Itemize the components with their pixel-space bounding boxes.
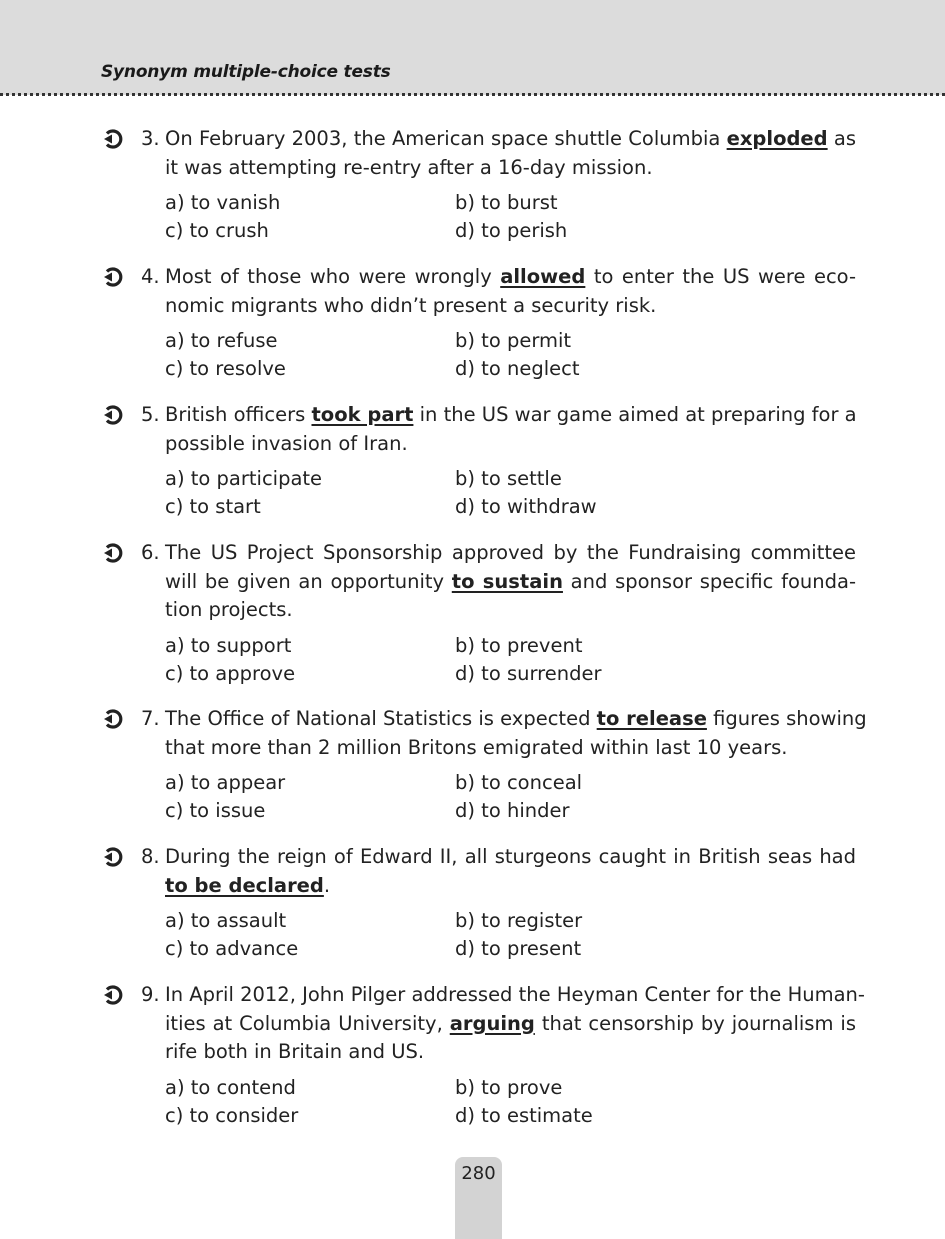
circular-arrow-icon bbox=[103, 128, 125, 150]
option-d: d) to hinder bbox=[455, 799, 570, 822]
keyword: to release bbox=[596, 707, 707, 730]
stem-line: that more than 2 million Britons emigrated within last 10 years. bbox=[165, 735, 788, 759]
stem-line: The Office of National Statistics is expected to release figures showing bbox=[165, 707, 867, 730]
stem-line: British officers took part in the US war game aimed at preparing for a bbox=[165, 403, 857, 426]
question-stem bbox=[165, 401, 856, 458]
option-d: d) to perish bbox=[455, 219, 568, 242]
stem-line: rife both in Britain and US. bbox=[165, 1040, 425, 1063]
option-c: c) to issue bbox=[165, 799, 266, 822]
stem-line: Most of those who were wrongly allowed to enter the US were eco- bbox=[165, 265, 856, 288]
page-header bbox=[0, 0, 945, 95]
keyword: to be declared bbox=[165, 873, 324, 897]
option-a: a) to refuse bbox=[165, 329, 278, 352]
stem-line: ities at Columbia University, arguing that censorship by journalism is bbox=[165, 1011, 857, 1035]
circular-arrow-icon bbox=[103, 404, 125, 426]
question-stem bbox=[165, 981, 865, 1067]
stem-line: will be given an opportunity to sustain and sponsor specific founda- bbox=[165, 569, 857, 593]
circular-arrow-icon bbox=[103, 984, 125, 1006]
circular-arrow-icon bbox=[103, 846, 125, 868]
option-a: a) to assault bbox=[165, 909, 287, 932]
question-stem bbox=[165, 263, 856, 320]
question-stem bbox=[165, 843, 856, 900]
option-c: c) to consider bbox=[165, 1103, 299, 1127]
stem-line: The US Project Sponsorship approved by the Fundraising committee bbox=[165, 541, 856, 564]
option-c: c) to approve bbox=[165, 661, 296, 685]
question-stem bbox=[165, 125, 856, 182]
option-c: c) to resolve bbox=[165, 357, 286, 380]
section-title: Synonym multiple-choice tests bbox=[101, 62, 391, 82]
keyword: arguing bbox=[449, 1011, 535, 1035]
option-a: a) to contend bbox=[165, 1075, 296, 1099]
option-a: a) to vanish bbox=[165, 191, 281, 214]
option-c: c) to advance bbox=[165, 937, 299, 960]
option-d: d) to neglect bbox=[455, 357, 580, 380]
stem-line: to be declared. bbox=[165, 873, 331, 897]
question-number: 6. bbox=[141, 541, 160, 564]
stem-line: it was attempting re-entry after a 16-day mission. bbox=[165, 155, 653, 179]
keyword: exploded bbox=[726, 127, 828, 150]
option-b: b) to conceal bbox=[455, 771, 583, 794]
option-a: a) to appear bbox=[165, 771, 286, 794]
question-number: 7. bbox=[141, 707, 160, 730]
keyword: allowed bbox=[500, 265, 586, 288]
stem-line: During the reign of Edward II, all sturgeons caught in British seas had bbox=[165, 845, 856, 868]
stem-line: possible invasion of Iran. bbox=[165, 431, 408, 455]
keyword: took part bbox=[311, 403, 414, 426]
question-stem bbox=[165, 539, 856, 625]
option-d: d) to surrender bbox=[455, 661, 602, 685]
keyword: to sustain bbox=[451, 569, 563, 593]
question-number: 8. bbox=[141, 845, 160, 868]
option-a: a) to participate bbox=[165, 467, 323, 490]
question-number: 9. bbox=[141, 983, 160, 1006]
option-b: b) to prevent bbox=[455, 633, 583, 657]
option-c: c) to crush bbox=[165, 219, 269, 242]
stem-line: tion projects. bbox=[165, 598, 293, 621]
stem-line: nomic migrants who didn’t present a security risk. bbox=[165, 293, 657, 317]
option-b: b) to register bbox=[455, 909, 583, 932]
option-b: b) to prove bbox=[455, 1075, 563, 1099]
question-number: 3. bbox=[141, 127, 160, 150]
circular-arrow-icon bbox=[103, 542, 125, 564]
option-b: b) to burst bbox=[455, 191, 558, 214]
dotted-divider bbox=[0, 93, 945, 96]
option-a: a) to support bbox=[165, 633, 292, 657]
option-d: d) to estimate bbox=[455, 1103, 593, 1127]
option-d: d) to present bbox=[455, 937, 582, 960]
option-b: b) to settle bbox=[455, 467, 562, 490]
stem-line: In April 2012, John Pilger addressed the Heyman Center for the Human- bbox=[165, 983, 865, 1006]
question-number: 4. bbox=[141, 265, 160, 288]
stem-line: On February 2003, the American space shuttle Columbia exploded as bbox=[165, 127, 856, 150]
option-c: c) to start bbox=[165, 495, 261, 518]
circular-arrow-icon bbox=[103, 266, 125, 288]
question-stem bbox=[165, 705, 867, 762]
option-d: d) to withdraw bbox=[455, 495, 597, 518]
page-number: 280 bbox=[461, 1163, 496, 1184]
circular-arrow-icon bbox=[103, 708, 125, 730]
option-b: b) to permit bbox=[455, 329, 572, 352]
question-number: 5. bbox=[141, 403, 160, 426]
